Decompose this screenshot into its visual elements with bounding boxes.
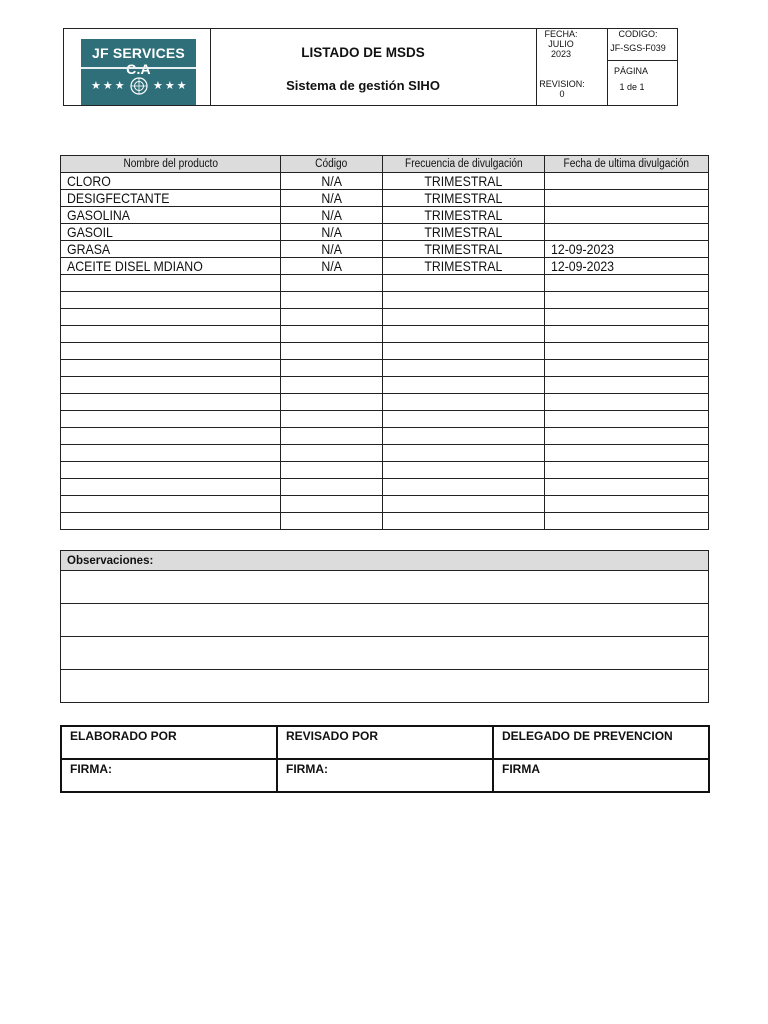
product-code-cell — [280, 445, 383, 462]
table-row — [61, 496, 709, 513]
product-name-cell: CLORO — [61, 173, 281, 190]
product-frequency-cell — [383, 445, 545, 462]
product-name-cell: GASOIL — [61, 224, 281, 241]
product-date-cell — [545, 224, 709, 241]
msds-product-table — [60, 155, 709, 530]
logo-text: JF SERVICES C.A — [92, 45, 185, 77]
product-frequency-cell — [383, 428, 545, 445]
product-code-cell — [280, 377, 383, 394]
table-row — [61, 326, 709, 343]
table-row — [61, 462, 709, 479]
document-title: LISTADO DE MSDS — [301, 45, 425, 60]
product-frequency-cell — [383, 462, 545, 479]
revisado-por-cell: REVISADO POR — [277, 726, 493, 759]
product-name-cell — [61, 428, 281, 445]
product-date-cell — [545, 292, 709, 309]
product-code-cell: N/A — [280, 258, 383, 275]
fecha-label: FECHA: — [544, 29, 578, 39]
table-row — [61, 309, 709, 326]
product-code-cell — [280, 394, 383, 411]
product-date-cell — [545, 462, 709, 479]
product-frequency-cell — [383, 275, 545, 292]
product-name-cell — [61, 496, 281, 513]
pagina-label: PÁGINA — [613, 66, 648, 76]
product-date-cell — [545, 360, 709, 377]
table-row — [61, 394, 709, 411]
product-code-cell — [280, 343, 383, 360]
logo-stars-left: ★★★ — [91, 80, 127, 92]
product-code-cell: N/A — [280, 241, 383, 258]
product-name-cell — [61, 513, 281, 530]
product-frequency-cell — [383, 377, 545, 394]
observation-line[interactable] — [61, 604, 709, 637]
table-row — [61, 207, 709, 224]
product-name-cell: ACEITE DISEL MDIANO — [61, 258, 281, 275]
product-name-cell — [61, 394, 281, 411]
product-date-cell — [545, 445, 709, 462]
product-name-cell — [61, 360, 281, 377]
table-row — [61, 445, 709, 462]
product-date-cell — [545, 207, 709, 224]
product-frequency-cell — [383, 360, 545, 377]
product-code-cell — [280, 360, 383, 377]
table-row — [61, 258, 709, 275]
product-code-cell — [280, 326, 383, 343]
column-header: Fecha de ultima divulgación — [545, 156, 709, 173]
document-header — [63, 28, 678, 106]
table-row — [61, 479, 709, 496]
product-code-cell — [280, 428, 383, 445]
product-date-cell — [545, 479, 709, 496]
product-name-cell — [61, 275, 281, 292]
firma-field[interactable]: FIRMA: — [61, 759, 277, 792]
table-row — [61, 513, 709, 530]
product-name-cell: GRASA — [61, 241, 281, 258]
product-name-cell — [61, 326, 281, 343]
product-date-cell — [545, 275, 709, 292]
product-frequency-cell — [383, 343, 545, 360]
product-date-cell — [545, 411, 709, 428]
product-frequency-cell: TRIMESTRAL — [383, 241, 545, 258]
product-frequency-cell: TRIMESTRAL — [383, 224, 545, 241]
product-name-cell — [61, 479, 281, 496]
table-row — [61, 377, 709, 394]
product-date-cell — [545, 190, 709, 207]
pagina-value: 1 de 1 — [619, 82, 645, 92]
product-date-cell: 12-09-2023 — [545, 258, 709, 275]
table-row — [61, 173, 709, 190]
product-frequency-cell — [383, 479, 545, 496]
observation-line[interactable] — [61, 670, 709, 703]
product-code-cell: N/A — [280, 190, 383, 207]
table-row — [61, 224, 709, 241]
product-frequency-cell — [383, 394, 545, 411]
table-row — [61, 343, 709, 360]
product-frequency-cell: TRIMESTRAL — [383, 258, 545, 275]
product-code-cell — [280, 411, 383, 428]
product-name-cell — [61, 377, 281, 394]
product-code-cell — [280, 309, 383, 326]
header-divider — [210, 29, 211, 105]
product-frequency-cell: TRIMESTRAL — [383, 173, 545, 190]
codigo-label: CODIGO: — [618, 29, 658, 39]
table-row — [61, 275, 709, 292]
product-frequency-cell — [383, 326, 545, 343]
column-header: Nombre del producto — [61, 156, 281, 173]
logo-stars-right: ★★★ — [153, 80, 189, 92]
logo-divider — [81, 67, 196, 69]
product-name-cell: DESIGFECTANTE — [61, 190, 281, 207]
product-code-cell — [280, 462, 383, 479]
product-frequency-cell — [383, 411, 545, 428]
delegado-cell: DELEGADO DE PREVENCION — [493, 726, 709, 759]
column-header: Código — [280, 156, 383, 173]
product-code-cell: N/A — [280, 207, 383, 224]
emblem-icon — [129, 76, 149, 96]
product-frequency-cell: TRIMESTRAL — [383, 207, 545, 224]
product-date-cell — [545, 513, 709, 530]
table-row — [61, 428, 709, 445]
product-date-cell — [545, 309, 709, 326]
product-code-cell — [280, 496, 383, 513]
document-subtitle: Sistema de gestión SIHO — [286, 78, 440, 93]
product-date-cell: 12-09-2023 — [545, 241, 709, 258]
product-frequency-cell — [383, 513, 545, 530]
product-date-cell — [545, 326, 709, 343]
codigo-value: JF-SGS-F039 — [610, 43, 666, 53]
company-logo — [81, 39, 196, 105]
product-date-cell — [545, 173, 709, 190]
fecha-month: JULIO — [548, 39, 574, 49]
product-name-cell — [61, 411, 281, 428]
product-frequency-cell: TRIMESTRAL — [383, 190, 545, 207]
table-row — [61, 292, 709, 309]
revision-label: REVISION: 0 — [539, 79, 585, 99]
observation-line[interactable] — [61, 637, 709, 670]
product-name-cell — [61, 445, 281, 462]
table-row — [61, 360, 709, 377]
firma-field[interactable]: FIRMA: — [277, 759, 493, 792]
elaborado-por-cell: ELABORADO POR — [61, 726, 277, 759]
product-name-cell — [61, 292, 281, 309]
observations-label: Observaciones: — [61, 551, 709, 571]
product-date-cell — [545, 377, 709, 394]
product-date-cell — [545, 394, 709, 411]
product-code-cell — [280, 479, 383, 496]
column-header: Frecuencia de divulgación — [383, 156, 545, 173]
table-header-row — [61, 156, 709, 173]
product-code-cell — [280, 292, 383, 309]
product-frequency-cell — [383, 292, 545, 309]
fecha-year: 2023 — [550, 49, 572, 59]
product-name-cell — [61, 309, 281, 326]
product-date-cell — [545, 343, 709, 360]
observation-line[interactable] — [61, 571, 709, 604]
product-code-cell — [280, 513, 383, 530]
product-code-cell: N/A — [280, 173, 383, 190]
product-name-cell: GASOLINA — [61, 207, 281, 224]
signature-table — [60, 725, 710, 793]
product-code-cell — [280, 275, 383, 292]
product-name-cell — [61, 343, 281, 360]
product-name-cell — [61, 462, 281, 479]
table-row — [61, 190, 709, 207]
header-divider — [607, 60, 677, 61]
product-frequency-cell — [383, 309, 545, 326]
product-frequency-cell — [383, 496, 545, 513]
product-date-cell — [545, 496, 709, 513]
product-date-cell — [545, 428, 709, 445]
table-row — [61, 411, 709, 428]
table-row — [61, 241, 709, 258]
product-code-cell: N/A — [280, 224, 383, 241]
observations-table — [60, 550, 709, 703]
firma-field[interactable]: FIRMA — [493, 759, 709, 792]
